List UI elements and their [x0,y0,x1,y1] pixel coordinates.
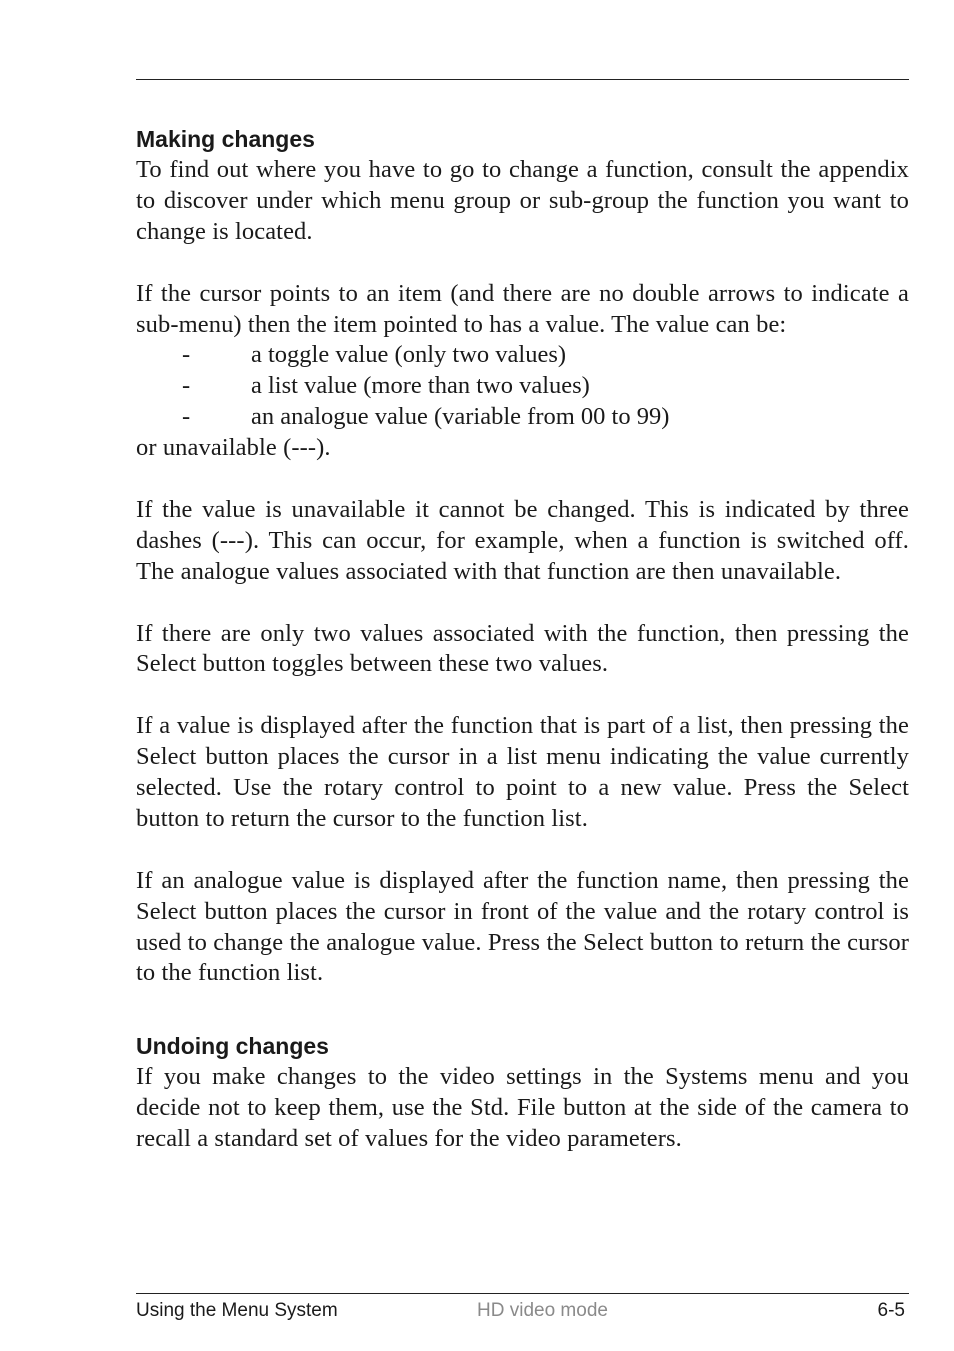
footer-rule [136,1293,909,1294]
list-dash: - [182,403,191,431]
section-heading-making-changes: Making changes [136,126,315,152]
paragraph-two-values: If there are only two values associated with the function, then pressing the Select button toggles between these two values. [136,619,909,678]
list-item [136,402,909,433]
header-rule [136,79,909,80]
list-dash: - [182,341,191,369]
footer-chapter-title: Using the Menu System [136,1300,338,1321]
list-item-text: a list value (more than two values) [251,372,590,400]
page-footer [136,1298,909,1324]
list-item-text: a toggle value (only two values) [251,341,567,369]
footer-section-title: HD video mode [477,1300,608,1321]
paragraph-undo-std-file: If you make changes to the video settings in the Systems menu and you decide not to keep them, use the Std. File button at the side of the camera to recall a standard set of values for the video parameters. [136,1063,909,1153]
list-item-text: an analogue value (variable from 00 to 99) [251,403,670,431]
paragraph-cursor-value: If the cursor points to an item (and there are no double arrows to indicate a sub-menu) then the item pointed to has a value. The value can be: [136,279,909,338]
value-types-list [136,340,909,433]
page-number: 6-5 [877,1300,905,1321]
list-item [136,340,909,371]
paragraph-list-value: If a value is displayed after the function that is part of a list, then pressing the Select button places the cursor in a list menu indicating the value currently selected. Use the rotary control to point to a new value. Press the Select button to return the cursor to the function list. [136,712,909,832]
paragraph-analogue-value: If an analogue value is displayed after the function name, then pressing the Select button places the cursor in front of the value and the rotary control is used to change the analogue value. Press the Select button to return the cursor to the function list. [136,866,909,987]
paragraph-consult-appendix: To find out where you have to go to change a function, consult the appendix to discover under which menu group or sub-group the function you want to change is located. [136,156,909,245]
section-spacer [136,989,909,1031]
section-heading-undoing-changes: Undoing changes [136,1033,329,1060]
list-dash: - [182,372,191,400]
paragraph-unavailable-value: If the value is unavailable it cannot be changed. This is indicated by three dashes (---). This can occur, for example, when a function is switched off. The analogue values associated with that function are then unavailable. [136,495,909,585]
paragraph-or-unavailable: or unavailable (---). [136,434,331,462]
page-body [136,124,909,1155]
list-item [136,371,909,402]
